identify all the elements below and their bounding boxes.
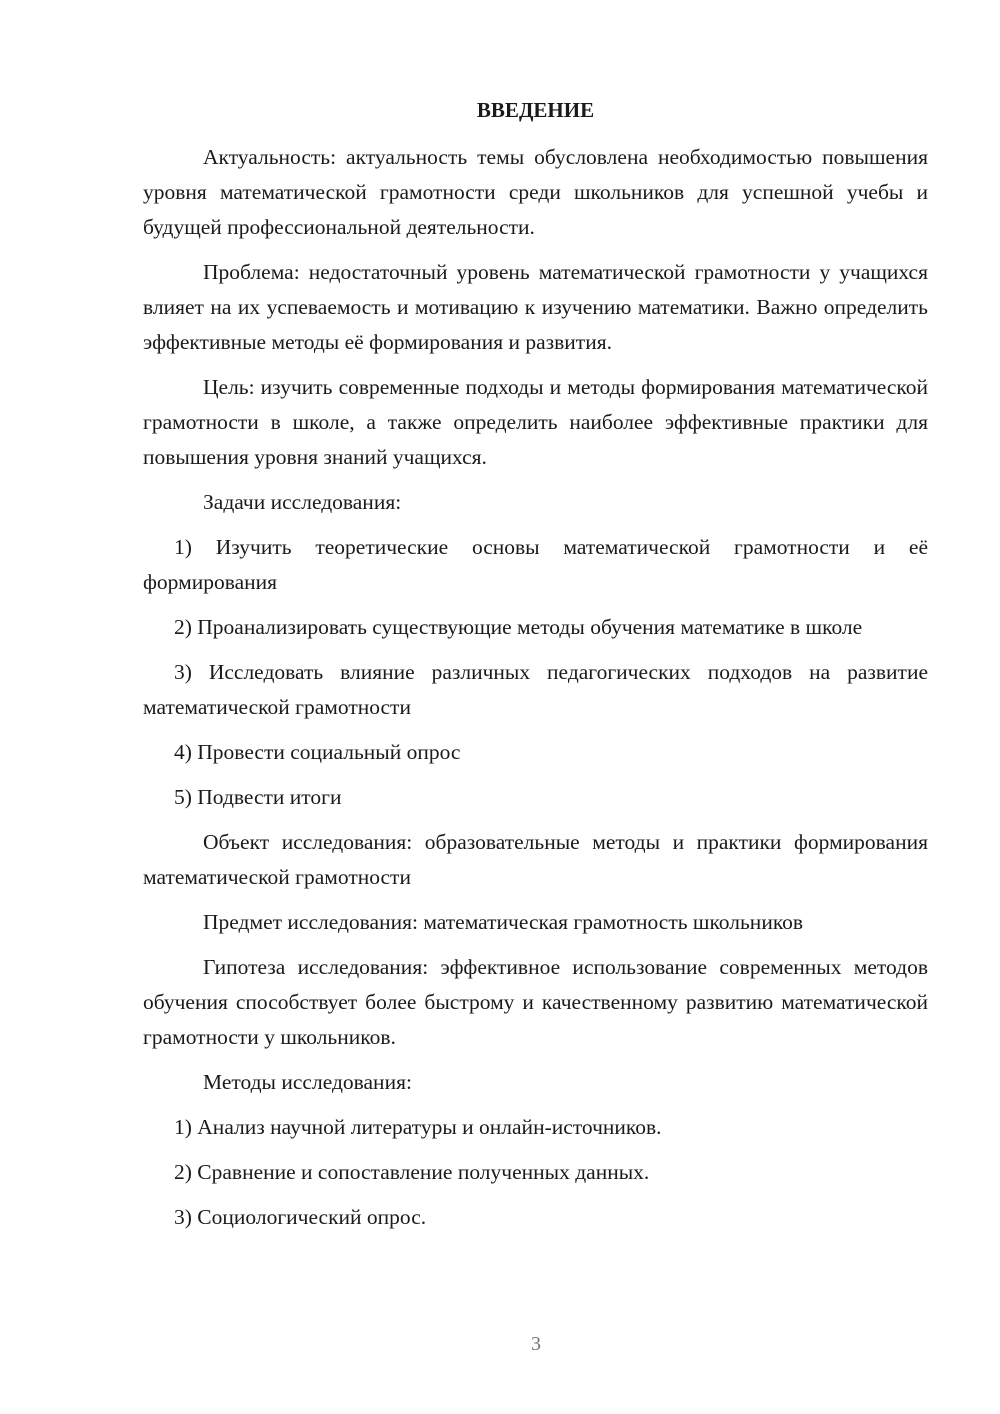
paragraph-hypothesis: Гипотеза исследования: эффективное использование современных методов обучения способствует более быстрому и качественному развитию математической грамотности у школьников.	[143, 955, 928, 1049]
paragraph-relevance: Актуальность: актуальность темы обусловлена необходимостью повышения уровня математической грамотности среди школьников для успешной учебы и будущей профессиональной деятельности.	[143, 145, 928, 239]
paragraph-tasks-heading: Задачи исследования:	[203, 490, 402, 514]
list-item-task-5: 5) Подвести итоги	[174, 785, 342, 809]
list-item-task-1: 1) Изучить теоретические основы математической грамотности и её формирования	[143, 535, 928, 594]
list-item-method-3: 3) Социологический опрос.	[174, 1205, 427, 1229]
paragraph-goal: Цель: изучить современные подходы и методы формирования математической грамотности в школе, а также определить наиболее эффективные практики для повышения уровня знаний учащихся.	[143, 375, 928, 469]
list-item-task-3: 3) Исследовать влияние различных педагогических подходов на развитие математической грамотности	[143, 660, 928, 719]
paragraph-subject: Предмет исследования: математическая грамотность школьников	[203, 910, 804, 934]
list-item-method-2: 2) Сравнение и сопоставление полученных данных.	[174, 1160, 650, 1184]
paragraph-object: Объект исследования: образовательные методы и практики формирования математической грамотности	[143, 830, 928, 889]
paragraph-problem: Проблема: недостаточный уровень математической грамотности у учащихся влияет на их успеваемость и мотивацию к изучению математики. Важно определить эффективные методы её формирования и развития.	[143, 260, 928, 354]
list-item-task-2: 2) Проанализировать существующие методы обучения математике в школе	[174, 615, 863, 639]
page-number: 3	[531, 1333, 541, 1355]
section-title: ВВЕДЕНИЕ	[476, 98, 595, 122]
list-item-task-4: 4) Провести социальный опрос	[174, 740, 461, 764]
document-page	[143, 93, 928, 1245]
paragraph-methods-heading: Методы исследования:	[203, 1070, 412, 1094]
list-item-method-1: 1) Анализ научной литературы и онлайн-источников.	[174, 1115, 662, 1139]
